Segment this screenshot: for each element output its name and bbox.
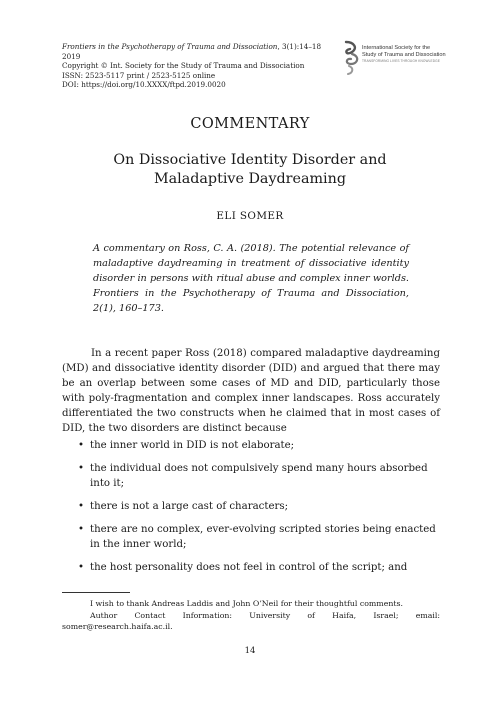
list-item: • the individual does not compulsively spend many hours absorbed into it; bbox=[78, 463, 428, 489]
article-title bbox=[0, 151, 500, 189]
article-type: COMMENTARY bbox=[190, 116, 310, 132]
footnote-divider bbox=[62, 592, 130, 593]
footnotes bbox=[62, 598, 440, 633]
body-paragraph: In a recent paper Ross (2018) compared maladaptive daydreaming (MD) and dissociative identity disorder (DID) and argued that there may be an overlap between some cases of MD and DID, particularly those with poly-fragmentation and complex inner landscapes. Ross accurately differentiated the two constructs when he claimed that in most cases of DID, the two disorders are distinct because bbox=[62, 348, 440, 434]
title-line-1: On Dissociative Identity Disorder and bbox=[113, 152, 387, 168]
list-item: • there is not a large cast of characters; bbox=[78, 501, 288, 512]
isstd-logo bbox=[340, 40, 450, 78]
title-line-2: Maladaptive Daydreaming bbox=[153, 171, 346, 187]
bullet-icon: • bbox=[78, 524, 85, 535]
spiral-logo-icon bbox=[340, 40, 362, 76]
bullet-list bbox=[62, 438, 440, 583]
list-item: • the host personality does not feel in control of the script; and bbox=[78, 562, 408, 573]
bullet-icon: • bbox=[78, 562, 85, 573]
logo-line-1: International Society for the bbox=[362, 45, 431, 51]
volume-pages: , 3(1):14–18 2019 bbox=[62, 42, 322, 61]
logo-line-2: Study of Trauma and Dissociation bbox=[362, 52, 446, 58]
bullet-icon: • bbox=[78, 501, 85, 512]
running-header bbox=[62, 42, 332, 90]
logo-tagline: TRANSFORMING LIVES THROUGH KNOWLEDGE bbox=[362, 59, 440, 63]
list-item: • there are no complex, ever-evolving scripted stories being enacted in the inner world; bbox=[78, 524, 436, 550]
copyright-line: Copyright © Int. Society for the Study of Trauma and Dissociation bbox=[62, 61, 305, 71]
author-name: ELI SOMER bbox=[216, 210, 284, 222]
bullet-icon: • bbox=[78, 463, 85, 474]
issn-line: ISSN: 2523-5117 print / 2523-5125 online bbox=[62, 70, 216, 80]
page-number: 14 bbox=[244, 646, 256, 656]
doi-line: DOI: https://doi.org/10.XXXX/ftpd.2019.0020 bbox=[62, 80, 226, 90]
abstract: A commentary on Ross, C. A. (2018). The potential relevance of maladaptive daydreaming in treatment of dissociative identity disorder in persons with ritual abuse and complex inner worlds. Frontiers in the Psychotherapy of Trauma and Dissociation, 2(1), 160–173. bbox=[93, 243, 409, 314]
acknowledgment-footnote: I wish to thank Andreas Laddis and John O’Neil for their thoughtful comments. bbox=[90, 599, 403, 608]
contact-footnote: Author Contact Information: University of Haifa, Israel; email: somer@research.haifa.ac.il. bbox=[62, 610, 440, 631]
bullet-icon: • bbox=[78, 440, 85, 451]
journal-name: Frontiers in the Psychotherapy of Trauma and Dissociation bbox=[62, 42, 278, 51]
logo-text bbox=[362, 45, 452, 64]
list-item: • the inner world in DID is not elaborate; bbox=[78, 440, 295, 451]
